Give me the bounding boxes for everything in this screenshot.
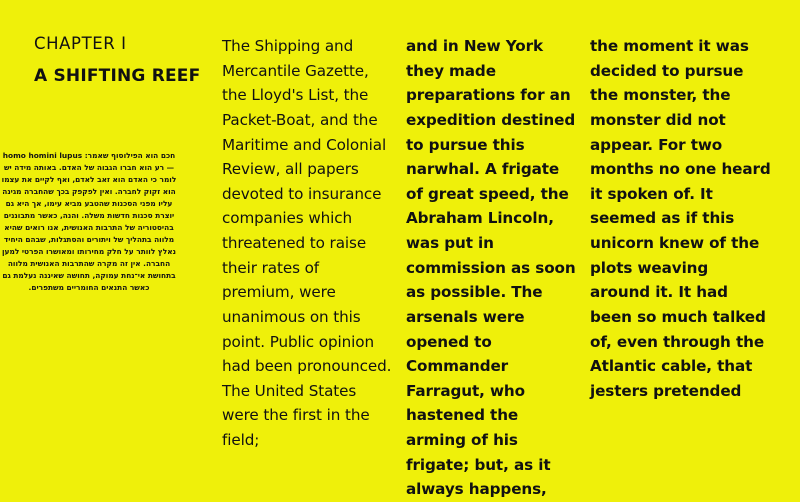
column-body-text: the moment it was decided to pursue the monster, the monster did not appear. For two months no one heard it spoken of. It seemed as if this unicorn knew of the plots weaving around it. It had been so much talked of, even through the Atlantic cable, that jesters pretended <box>590 37 771 400</box>
chapter-heading-column <box>34 34 212 86</box>
column-body-text: The Shipping and Mercantile Gazette, the Lloyd's List, the Packet-Boat, and the Maritime and Colonial Review, all papers devoted to insurance companies which threatened to raise their rates of premium, were unanimous on this point. Public opinion had been pronounced. The United States were the first in the field; <box>222 37 392 449</box>
hebrew-note-block: חכם הוא הפילוסוף שאמר: homo homini lupus — רע הוא חברו הגבוה של האדם. באותה מידה יש לומר כי האדם הוא זאב לאדם, ואף לקיים את עצמו הוא זקוק לחברה. ואין לפקפק בכך שהחברה מגינה עליו מפני הסכנות שהטבע מביא עימו, אך היא גם יוצרת סכנות חדשות משלה. והנה, כאשר מתבוננים בהיסטוריה של התרבות האנושית, אנו רואים שהיא מלווה בתהליך של ויתורים והסתגלות, שבהם היחיד נאלץ לוותר על חלק מחירותו ומאושרו הפרטי למען החברה. אין זה מקרה שהתרבות האנושית מלווה בתחושת אי־נחת עמוקה, תחושה שאיננה נעלמת גם כאשר התנאים החומריים משתפרים. <box>1 151 177 292</box>
column-body-text: and in New York they made preparations for an expedition destined to pursue this narwhal. A frigate of great speed, the Abraham Lincoln, was put in commission as soon as possible. The arsenals were opened to Commander Farragut, who hastened the arming of his frigate; but, as it always happens, <box>406 37 576 499</box>
chapter-label: CHAPTER I <box>34 34 127 53</box>
text-column-4 <box>590 34 772 403</box>
chapter-title: A SHIFTING REEF <box>34 65 201 86</box>
text-column-2 <box>222 34 394 453</box>
text-column-3 <box>406 34 578 502</box>
